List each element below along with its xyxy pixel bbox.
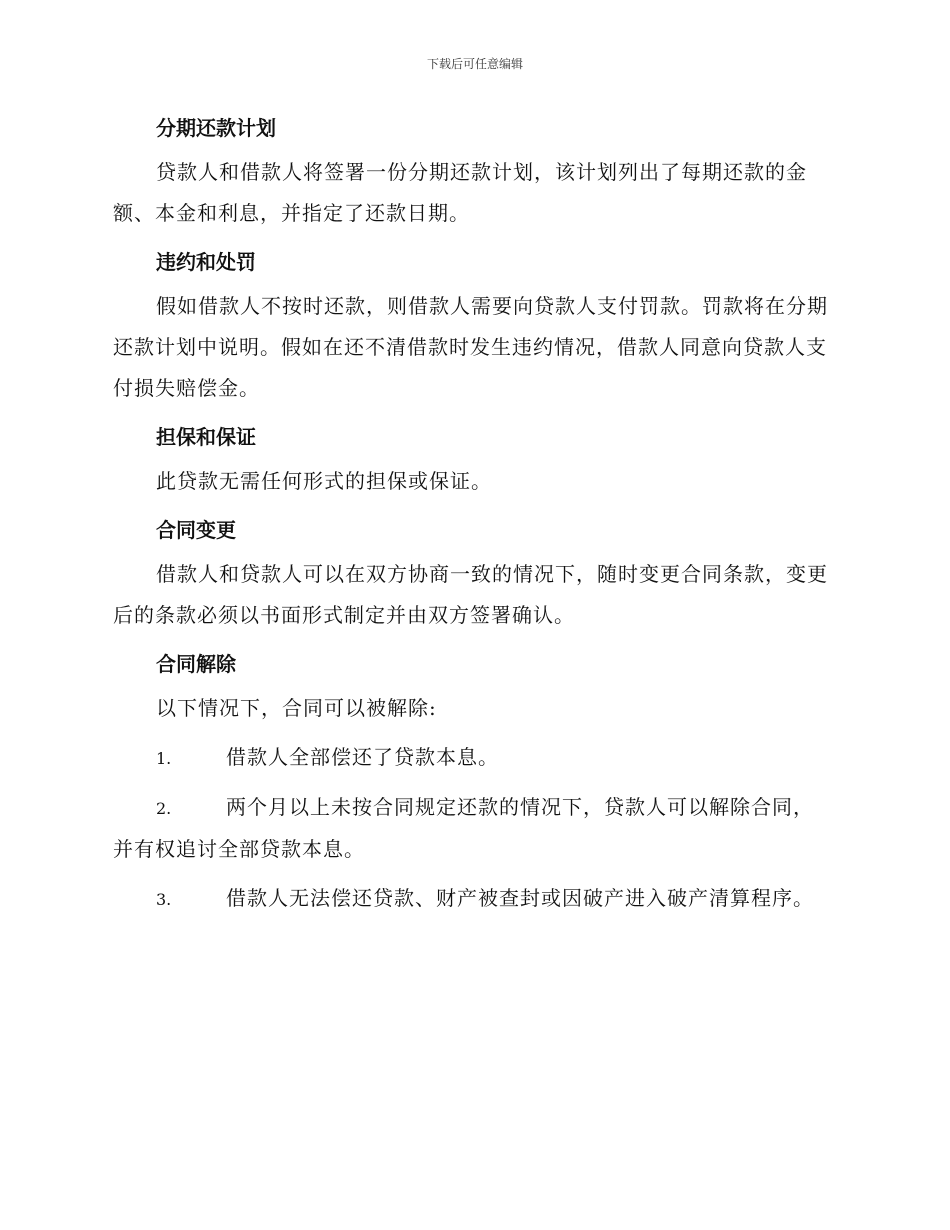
section-paragraph-contract-termination: 以下情况下，合同可以被解除: (156, 696, 437, 720)
list-item-text: 两个月以上未按合同规定还款的情况下，贷款人可以解除合同，并有权追讨全部贷款本息。 (113, 795, 814, 861)
section-paragraph-guarantee: 此贷款无需任何形式的担保或保证。 (156, 469, 492, 493)
section-heading-guarantee: 担保和保证 (156, 425, 256, 449)
list-item (113, 878, 833, 920)
section-paragraph-default-penalty: 假如借款人不按时还款，则借款人需要向贷款人支付罚款。罚款将在分期还款计划中说明。假如在还不清借款时发生违约情况，借款人同意向贷款人支付损失赔偿金。 (113, 294, 828, 400)
section-heading-contract-change: 合同变更 (156, 518, 236, 542)
section-heading-contract-termination: 合同解除 (156, 652, 236, 676)
document-body (113, 108, 833, 928)
section-heading-installment-plan: 分期还款计划 (156, 116, 276, 140)
section-heading-default-penalty: 违约和处罚 (156, 250, 256, 274)
list-item-number: 1. (156, 749, 172, 768)
list-item-number: 2. (156, 799, 172, 818)
list-item (113, 787, 833, 870)
list-item-number: 3. (156, 890, 172, 909)
section-paragraph-contract-change: 借款人和贷款人可以在双方协商一致的情况下，随时变更合同条款，变更后的条款必须以书面形式制定并由双方签署确认。 (113, 562, 828, 627)
list-item (113, 737, 833, 779)
section-paragraph-installment-plan: 贷款人和借款人将签署一份分期还款计划，该计划列出了每期还款的金额、本金和利息，并指定了还款日期。 (113, 160, 807, 225)
list-item-text: 借款人全部偿还了贷款本息。 (226, 745, 499, 769)
page-header: 下载后可任意编辑 (426, 57, 523, 71)
list-item-text: 借款人无法偿还贷款、财产被查封或因破产进入破产清算程序。 (226, 886, 814, 910)
